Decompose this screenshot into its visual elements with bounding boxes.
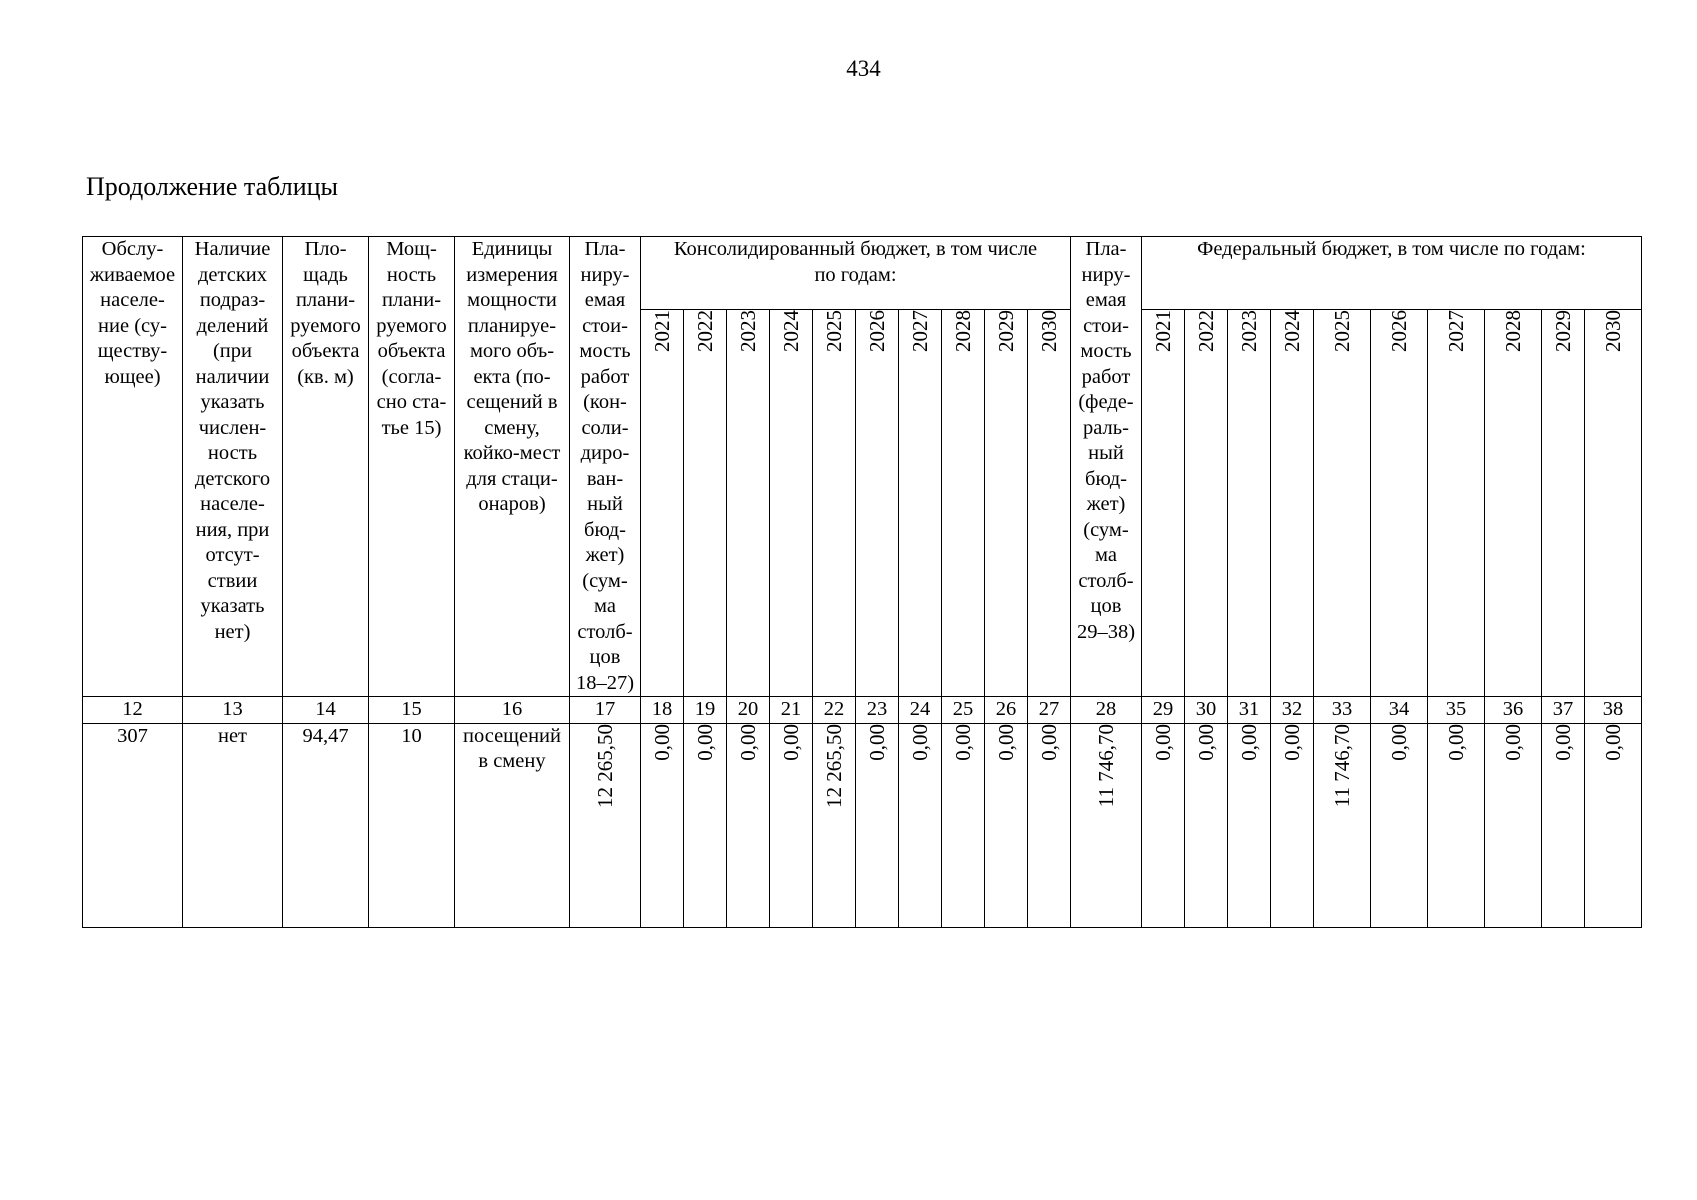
text-line: (сум- bbox=[582, 569, 628, 592]
text-line: ниру- bbox=[580, 263, 630, 286]
table-caption: Продолжение таблицы bbox=[86, 172, 338, 201]
year-consolidated-2028: 2028 bbox=[942, 310, 985, 697]
text-line: детских bbox=[197, 263, 268, 286]
cell-federal-cost: 11 746,70 bbox=[1071, 723, 1142, 927]
year-federal-2026: 2026 bbox=[1371, 310, 1428, 697]
budget-table bbox=[82, 236, 1642, 928]
text-line: отсут- bbox=[205, 544, 260, 566]
text-line: емая bbox=[584, 289, 626, 311]
column-number: 34 bbox=[1371, 697, 1428, 724]
cell-federal-2029: 0,00 bbox=[1542, 723, 1585, 927]
text-line: (кон- bbox=[583, 391, 627, 413]
column-number: 36 bbox=[1485, 697, 1542, 724]
cell-capacity-units bbox=[455, 723, 570, 927]
cell-consolidated-2023: 0,00 bbox=[727, 723, 770, 927]
text-line: диро- bbox=[580, 442, 630, 464]
text-line: планируе- bbox=[467, 314, 557, 337]
cell-consolidated-2029: 0,00 bbox=[985, 723, 1028, 927]
column-number: 35 bbox=[1428, 697, 1485, 724]
text-line: Наличие bbox=[194, 238, 271, 260]
text-line: посещений bbox=[463, 724, 561, 747]
text-line: детского bbox=[194, 467, 271, 490]
text-line: указать bbox=[200, 595, 265, 617]
text-line: бюд- bbox=[1085, 467, 1127, 490]
text-line: 18–27) bbox=[575, 671, 635, 694]
year-consolidated-2029: 2029 bbox=[985, 310, 1028, 697]
cell-federal-2027: 0,00 bbox=[1428, 723, 1485, 927]
text-line: ществу- bbox=[97, 340, 168, 362]
year-federal-2025: 2025 bbox=[1314, 310, 1371, 697]
cell-consolidated-cost: 12 265,50 bbox=[570, 723, 641, 927]
text-line: мость bbox=[1080, 340, 1132, 362]
header-consolidated-group bbox=[641, 237, 1071, 310]
text-line: объекта bbox=[291, 340, 360, 362]
text-line: бюд- bbox=[584, 518, 626, 541]
text-line: онаров) bbox=[478, 493, 546, 515]
year-federal-2028: 2028 bbox=[1485, 310, 1542, 697]
text-line: стои- bbox=[582, 314, 628, 337]
year-federal-2023: 2023 bbox=[1228, 310, 1271, 697]
text-line: (согла- bbox=[381, 365, 442, 388]
year-federal-2030: 2030 bbox=[1585, 310, 1642, 697]
text-line: ный bbox=[1088, 442, 1124, 464]
text-line: работ bbox=[1081, 365, 1131, 388]
column-number: 38 bbox=[1585, 697, 1642, 724]
column-number: 30 bbox=[1185, 697, 1228, 724]
text-line: ность bbox=[207, 442, 258, 464]
cell-federal-2024: 0,00 bbox=[1271, 723, 1314, 927]
text-line: ствии bbox=[207, 569, 258, 592]
header-capacity bbox=[369, 237, 455, 697]
column-number: 15 bbox=[369, 697, 455, 724]
column-number: 20 bbox=[727, 697, 770, 724]
text-line: Мощ- bbox=[386, 238, 437, 260]
text-line: емая bbox=[1085, 289, 1127, 311]
text-line: 29–38) bbox=[1076, 620, 1136, 643]
column-number: 13 bbox=[183, 697, 283, 724]
text-line: мого объ- bbox=[469, 340, 555, 362]
header-federal-group bbox=[1142, 237, 1642, 310]
text-line: подраз- bbox=[199, 289, 266, 311]
cell-federal-2021: 0,00 bbox=[1142, 723, 1185, 927]
text-line: (феде- bbox=[1078, 391, 1134, 413]
year-consolidated-2027: 2027 bbox=[899, 310, 942, 697]
text-line: нет) bbox=[214, 620, 251, 643]
column-number: 23 bbox=[856, 697, 899, 724]
column-number: 19 bbox=[684, 697, 727, 724]
text-line: наличии bbox=[195, 365, 270, 388]
column-number: 24 bbox=[899, 697, 942, 724]
text-line: койко-мест bbox=[463, 442, 561, 464]
text-line: ность bbox=[386, 263, 437, 286]
text-line: по годам: bbox=[814, 263, 897, 286]
text-line: Пла- bbox=[584, 238, 626, 260]
column-number: 12 bbox=[83, 697, 183, 724]
text-line: ния, при bbox=[195, 518, 270, 541]
text-line: делений bbox=[196, 314, 269, 337]
cell-consolidated-2030: 0,00 bbox=[1028, 723, 1071, 927]
cell-consolidated-2028: 0,00 bbox=[942, 723, 985, 927]
year-consolidated-2021: 2021 bbox=[641, 310, 684, 697]
text-line: сещений в bbox=[466, 391, 558, 413]
year-federal-2021: 2021 bbox=[1142, 310, 1185, 697]
header-capacity-units bbox=[455, 237, 570, 697]
year-federal-2024: 2024 bbox=[1271, 310, 1314, 697]
cell-consolidated-2027: 0,00 bbox=[899, 723, 942, 927]
text-line: Единицы bbox=[471, 238, 553, 260]
text-line: работ bbox=[580, 365, 630, 388]
cell-consolidated-2025: 12 265,50 bbox=[813, 723, 856, 927]
cell-federal-2028: 0,00 bbox=[1485, 723, 1542, 927]
cell-federal-2025: 11 746,70 bbox=[1314, 723, 1371, 927]
year-federal-2022: 2022 bbox=[1185, 310, 1228, 697]
cell-consolidated-2021: 0,00 bbox=[641, 723, 684, 927]
header-federal-cost bbox=[1071, 237, 1142, 697]
header-children-units bbox=[183, 237, 283, 697]
text-line: ниру- bbox=[1081, 263, 1131, 286]
text-line: Федеральный бюджет, в том числе по годам: bbox=[1197, 238, 1586, 260]
text-line: сно ста- bbox=[376, 391, 447, 413]
text-line: в смену bbox=[478, 750, 546, 772]
text-line: ный bbox=[587, 493, 623, 515]
column-number-row bbox=[83, 697, 1642, 724]
year-consolidated-2026: 2026 bbox=[856, 310, 899, 697]
column-number: 17 bbox=[570, 697, 641, 724]
column-number: 14 bbox=[283, 697, 369, 724]
year-consolidated-2030: 2030 bbox=[1028, 310, 1071, 697]
column-number: 22 bbox=[813, 697, 856, 724]
text-line: объекта bbox=[377, 340, 446, 362]
text-line: мость bbox=[579, 340, 631, 362]
cell-federal-2022: 0,00 bbox=[1185, 723, 1228, 927]
text-line: щадь bbox=[303, 263, 348, 286]
column-number: 37 bbox=[1542, 697, 1585, 724]
text-line: числен- bbox=[198, 416, 267, 439]
year-federal-2029: 2029 bbox=[1542, 310, 1585, 697]
column-number: 28 bbox=[1071, 697, 1142, 724]
cell-capacity: 10 bbox=[369, 723, 455, 927]
text-line: раль- bbox=[1083, 416, 1129, 439]
text-line: жет) bbox=[1086, 493, 1126, 515]
text-line: жет) bbox=[585, 544, 625, 566]
text-line: цов bbox=[1090, 595, 1122, 617]
text-line: столб- bbox=[577, 620, 633, 643]
text-line: Консолидированный бюджет, в том числе bbox=[673, 238, 1038, 260]
header-row-groups bbox=[83, 237, 1642, 310]
year-federal-2027: 2027 bbox=[1428, 310, 1485, 697]
table-row bbox=[83, 723, 1642, 927]
year-consolidated-2025: 2025 bbox=[813, 310, 856, 697]
text-line: ние (су- bbox=[98, 314, 167, 337]
text-line: живаемое bbox=[89, 263, 176, 286]
column-number: 21 bbox=[770, 697, 813, 724]
text-line: населе- bbox=[100, 289, 165, 311]
text-line: мощности bbox=[467, 289, 557, 311]
text-line: ван- bbox=[586, 467, 624, 490]
text-line: руемого bbox=[290, 314, 361, 337]
year-consolidated-2024: 2024 bbox=[770, 310, 813, 697]
text-line: Пло- bbox=[304, 238, 347, 260]
cell-area: 94,47 bbox=[283, 723, 369, 927]
text-line: цов bbox=[589, 646, 621, 668]
text-line: (сум- bbox=[1083, 518, 1129, 541]
header-served-population bbox=[83, 237, 183, 697]
column-number: 29 bbox=[1142, 697, 1185, 724]
column-number: 25 bbox=[942, 697, 985, 724]
text-line: плани- bbox=[295, 289, 356, 311]
text-line: (кв. м) bbox=[297, 365, 354, 388]
text-line: тье 15) bbox=[381, 416, 442, 439]
text-line: населе- bbox=[200, 493, 265, 515]
header-area bbox=[283, 237, 369, 697]
text-line: указать bbox=[200, 391, 265, 413]
text-line: екта (по- bbox=[473, 365, 551, 388]
text-line: стои- bbox=[1083, 314, 1129, 337]
column-number: 16 bbox=[455, 697, 570, 724]
text-line: измерения bbox=[466, 263, 558, 286]
year-consolidated-2022: 2022 bbox=[684, 310, 727, 697]
cell-federal-2026: 0,00 bbox=[1371, 723, 1428, 927]
cell-children-units: нет bbox=[183, 723, 283, 927]
text-line: ма bbox=[1095, 544, 1117, 566]
text-line: руемого bbox=[376, 314, 447, 337]
cell-federal-2023: 0,00 bbox=[1228, 723, 1271, 927]
text-line: плани- bbox=[381, 289, 442, 311]
text-line: соли- bbox=[581, 416, 629, 439]
page-number: 434 bbox=[846, 56, 881, 81]
text-line: ма bbox=[594, 595, 616, 617]
text-line: Обслу- bbox=[101, 238, 164, 260]
text-line: столб- bbox=[1078, 569, 1134, 592]
text-line: (при bbox=[212, 340, 253, 362]
text-line: для стаци- bbox=[466, 467, 558, 490]
cell-consolidated-2022: 0,00 bbox=[684, 723, 727, 927]
column-number: 26 bbox=[985, 697, 1028, 724]
column-number: 31 bbox=[1228, 697, 1271, 724]
year-consolidated-2023: 2023 bbox=[727, 310, 770, 697]
cell-served-population: 307 bbox=[83, 723, 183, 927]
cell-federal-2030: 0,00 bbox=[1585, 723, 1642, 927]
cell-consolidated-2026: 0,00 bbox=[856, 723, 899, 927]
text-line: ющее) bbox=[104, 365, 161, 388]
column-number: 33 bbox=[1314, 697, 1371, 724]
header-consolidated-cost bbox=[570, 237, 641, 697]
column-number: 18 bbox=[641, 697, 684, 724]
column-number: 32 bbox=[1271, 697, 1314, 724]
column-number: 27 bbox=[1028, 697, 1071, 724]
text-line: Пла- bbox=[1085, 238, 1127, 260]
cell-consolidated-2024: 0,00 bbox=[770, 723, 813, 927]
text-line: смену, bbox=[484, 416, 540, 439]
